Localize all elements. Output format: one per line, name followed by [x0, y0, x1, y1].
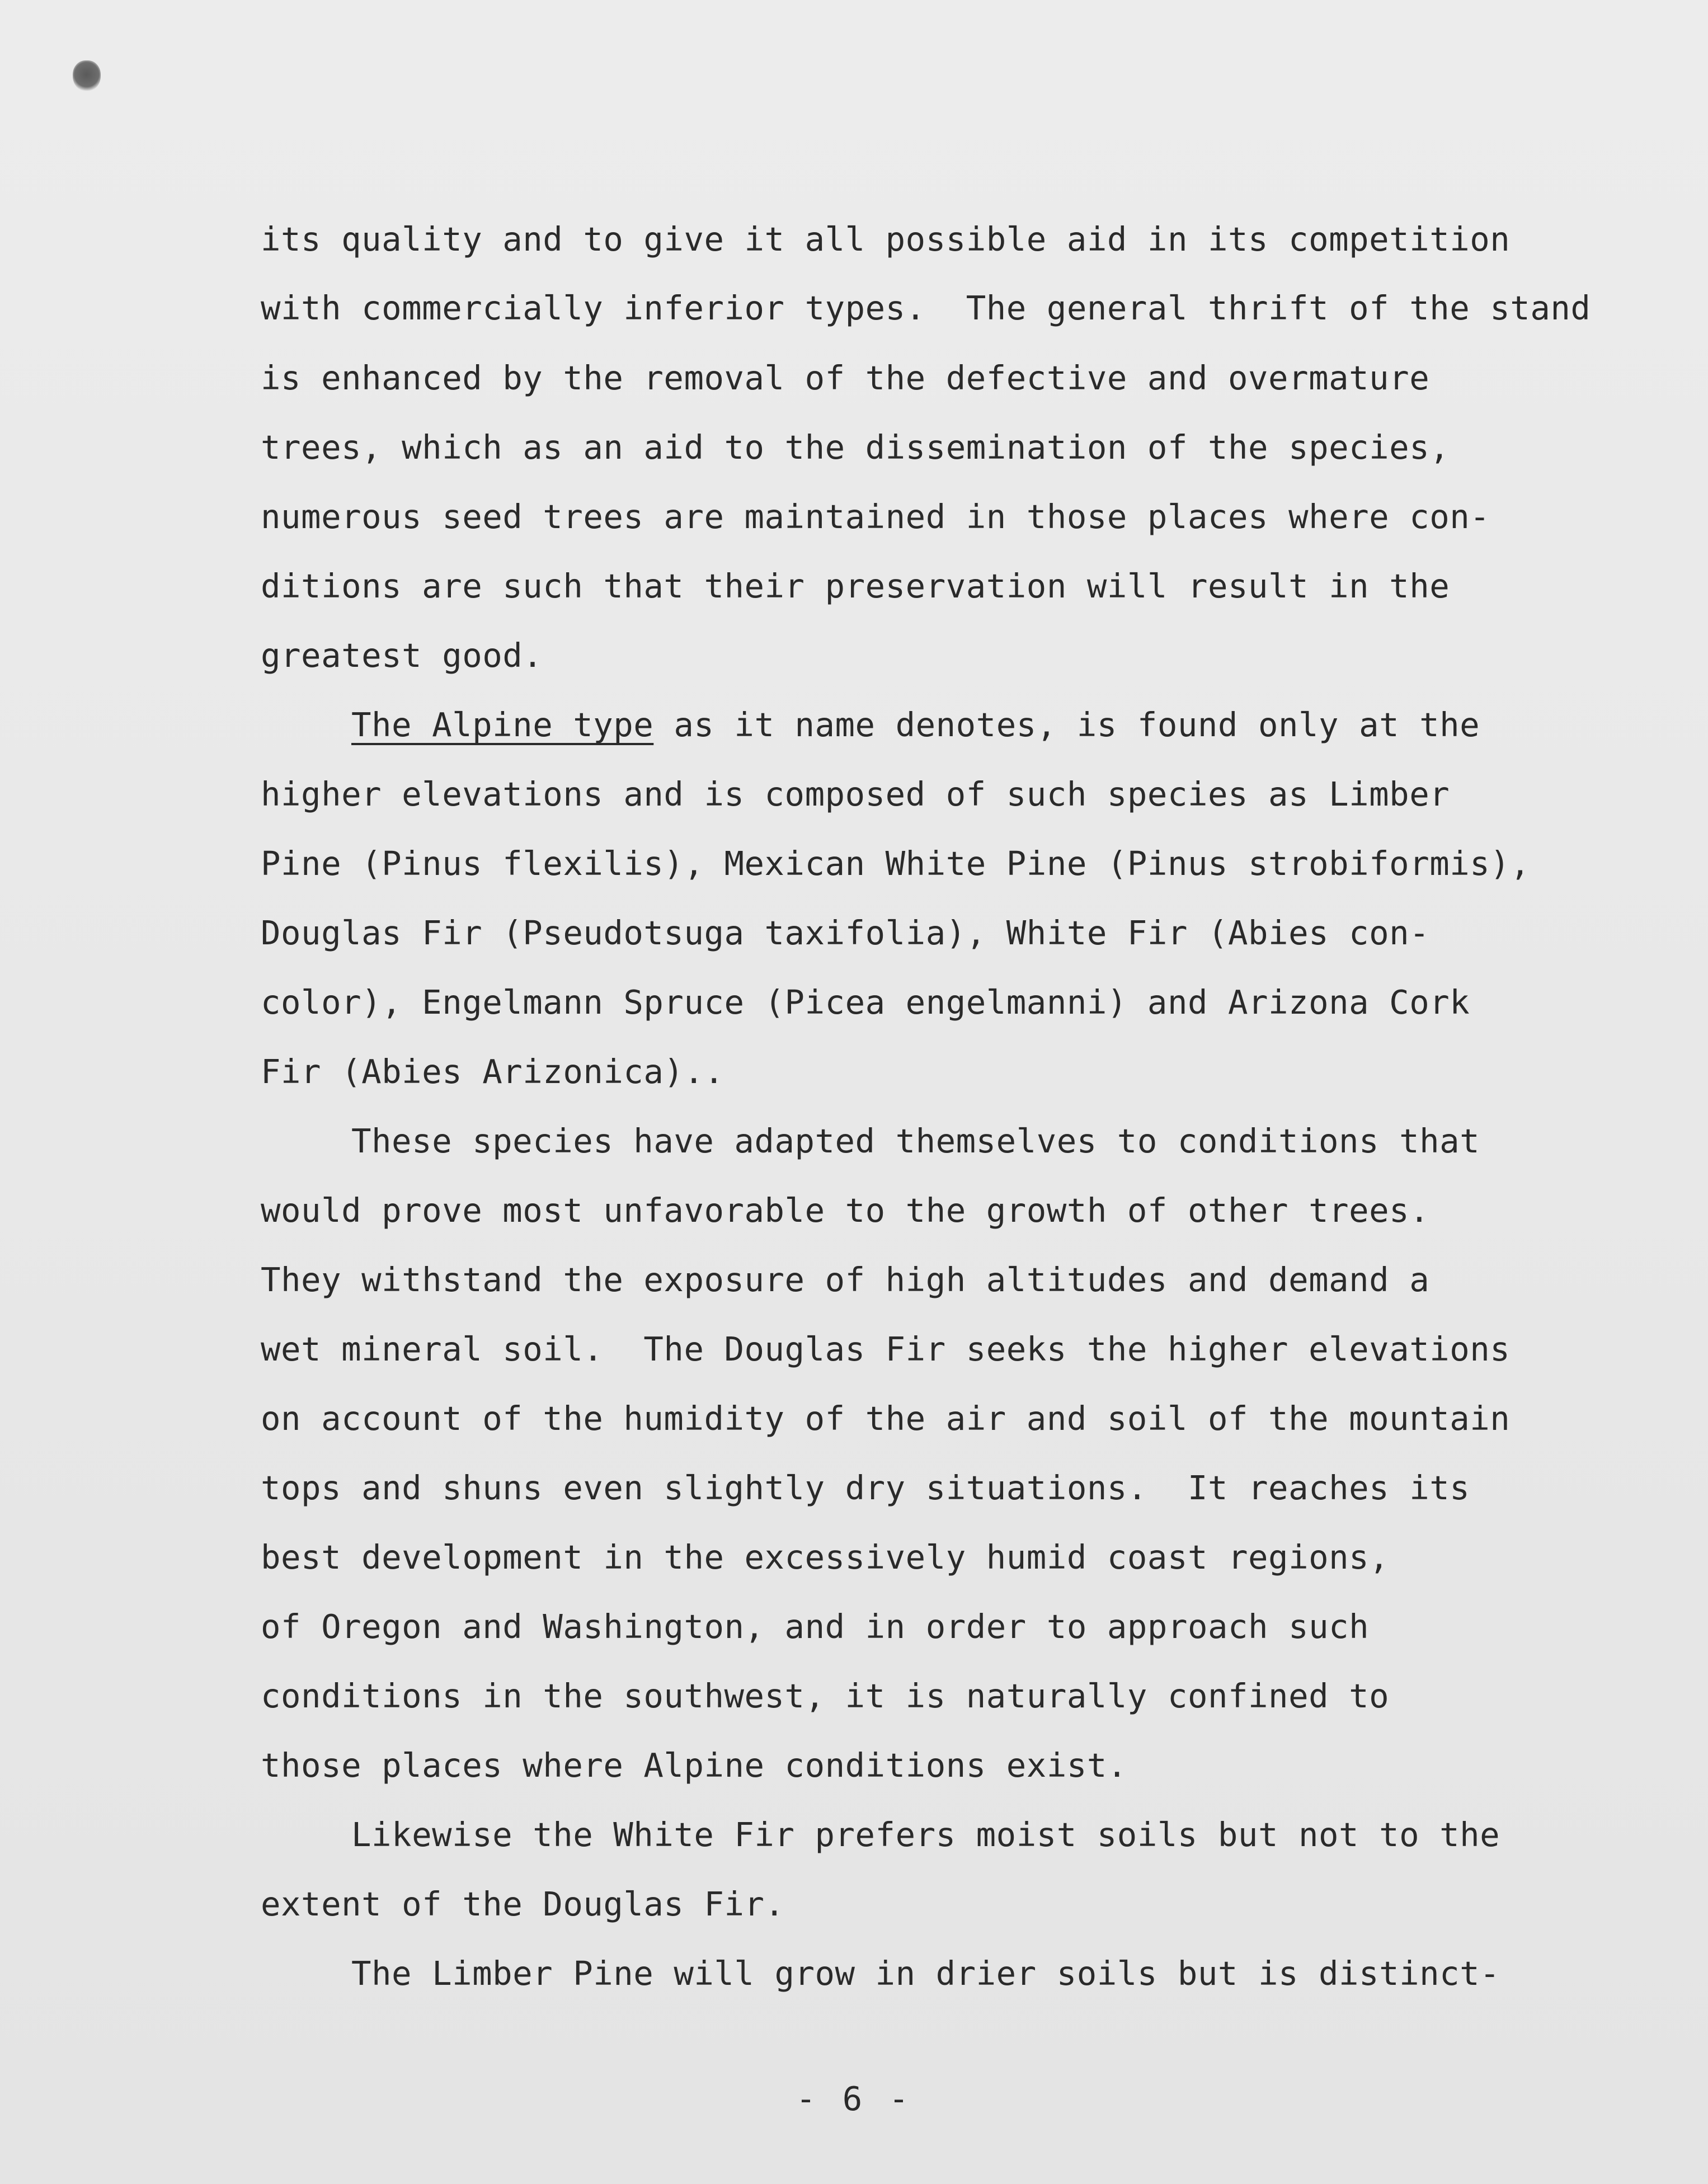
text-line: on account of the humidity of the air and soil of the mountain [261, 1399, 1511, 1438]
text-line: extent of the Douglas Fir. [261, 1885, 785, 1923]
text-line: tops and shuns even slightly dry situations. It reaches its [261, 1468, 1470, 1507]
text-line: best development in the excessively humid coast regions, [261, 1538, 1390, 1576]
text-line: Douglas Fir (Pseudotsuga taxifolia), White Fir (Abies con- [261, 914, 1430, 952]
text-line: numerous seed trees are maintained in those places where con- [261, 497, 1490, 536]
text-line: is enhanced by the removal of the defective and overmature [261, 359, 1430, 397]
text-line: higher elevations and is composed of such species as Limber [261, 775, 1450, 813]
page-number: - 6 - [796, 2079, 912, 2118]
text-line: wet mineral soil. The Douglas Fir seeks the higher elevations [261, 1330, 1511, 1368]
text-line: of Oregon and Washington, and in order to approach such [261, 1607, 1370, 1646]
paragraph-start-line: The Limber Pine will grow in drier soils but is distinct- [351, 1954, 1500, 1993]
text-line: Pine (Pinus flexilis), Mexican White Pine (Pinus strobiformis), [261, 844, 1531, 883]
text-line: trees, which as an aid to the dissemination of the species, [261, 428, 1450, 467]
paragraph-start-line: These species have adapted themselves to conditions that [351, 1122, 1480, 1160]
text-line: They withstand the exposure of high altitudes and demand a [261, 1260, 1430, 1299]
paragraph-start-line: Likewise the White Fir prefers moist soils but not to the [351, 1815, 1500, 1854]
text-line: would prove most unfavorable to the growth of other trees. [261, 1191, 1430, 1230]
text-line: those places where Alpine conditions exist. [261, 1746, 1127, 1785]
text-line: conditions in the southwest, it is naturally confined to [261, 1677, 1390, 1715]
text-line: greatest good. [261, 636, 543, 675]
text-line: ditions are such that their preservation will result in the [261, 567, 1450, 605]
text-line: with commercially inferior types. The general thrift of the stand [261, 289, 1591, 327]
paragraph-start-line [351, 703, 1480, 747]
binder-hole-mark [73, 60, 101, 92]
text-line: Fir (Abies Arizonica).. [261, 1052, 724, 1091]
text-line: color), Engelmann Spruce (Picea engelmanni) and Arizona Cork [261, 983, 1470, 1022]
text-line-continuation: as it name denotes, is found only at the [674, 705, 1480, 744]
section-heading-alpine-type: The Alpine type [351, 705, 654, 744]
text-line: its quality and to give it all possible aid in its competition [261, 220, 1511, 258]
